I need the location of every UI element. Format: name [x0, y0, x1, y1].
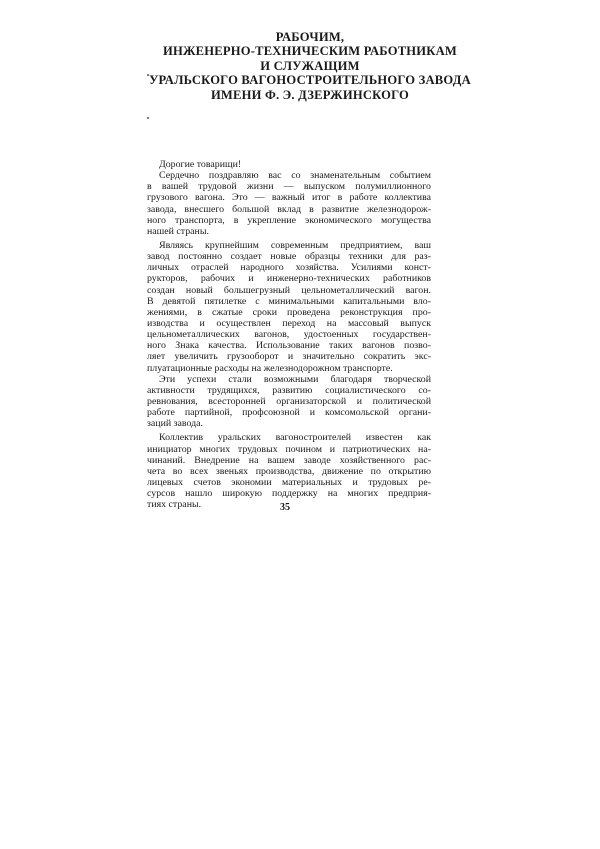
- paragraph-4-line: Коллектив уральских вагоностроителей известен как: [159, 432, 431, 444]
- paragraph-4: [147, 432, 431, 510]
- paragraph-2-line: жениями, в сжатые сроки проведена реконструкция про-: [147, 306, 431, 318]
- heading-line-1: РАБОЧИМ,: [275, 30, 345, 44]
- paragraph-3: [147, 374, 431, 430]
- scan-speck: [147, 74, 149, 76]
- paragraph-1-line: грузового вагона. Это — важный итог в работе коллектива: [147, 192, 431, 204]
- paragraph-3-line: заций завода.: [147, 418, 204, 430]
- paragraph-2-line: цельнометаллических вагонов, удостоенных государствен-: [147, 329, 431, 341]
- paragraph-1-line: нашей страны.: [147, 225, 209, 237]
- paragraph-2-line: создан новый большегрузный цельнометаллический вагон.: [147, 284, 431, 296]
- paragraph-2: [147, 240, 431, 374]
- heading-line-5: ИМЕНИ Ф. Э. ДЗЕРЖИНСКОГО: [210, 87, 410, 102]
- paragraph-3-line: ревнования, всесторонней организаторской и политической: [147, 395, 431, 407]
- paragraph-2-line: ляет увеличить грузооборот и значительно сократить экс-: [147, 351, 431, 363]
- paragraph-4-line: чинаний. Внедрение на вашем заводе хозяйственного рас-: [147, 454, 431, 466]
- heading-line-2: ИНЖЕНЕРНО-ТЕХНИЧЕСКИМ РАБОТНИКАМ: [162, 44, 458, 59]
- paragraph-4-line: инициатор многих трудовых почином и патриотических на-: [147, 443, 431, 455]
- paragraph-1: [147, 170, 431, 237]
- paragraph-2-line: завод постоянно создает новые образцы техники для раз-: [147, 251, 431, 263]
- paragraph-2-line: рукторов, рабочих и инженерно-технических работников: [147, 273, 431, 285]
- paragraph-3-line: активности трудящихся, развитию социалистического со-: [147, 384, 431, 396]
- paragraph-3-line: Эти успехи стали возможными благодаря творческой: [159, 373, 431, 385]
- scan-speck: [147, 117, 149, 119]
- heading-line-3: И СЛУЖАЩИМ: [260, 58, 360, 73]
- paragraph-1-line: Сердечно поздравляю вас со знаменательным событием: [159, 170, 431, 182]
- greeting: Дорогие товарищи!: [159, 159, 242, 170]
- paragraph-4-line: чета во всех звеньях производства, движение по открытию: [147, 465, 431, 477]
- paragraph-2-line: Являясь крупнейшим современным предприятием, ваш: [159, 239, 431, 251]
- letter-heading: [130, 30, 490, 102]
- page-number: 35: [280, 502, 290, 513]
- paragraph-4-line: тиях страны.: [147, 499, 202, 511]
- paragraph-1-line: в вашей трудовой жизни — выпуском полумиллионного: [147, 181, 431, 193]
- paragraph-3-line: работе партийной, профсоюзной и комсомольской органи-: [147, 407, 431, 419]
- paragraph-4-line: лицевых счетов экономии материальных и трудовых ре-: [147, 476, 431, 488]
- paragraph-2-line: В девятой пятилетке с минимальными капитальными вло-: [147, 295, 431, 307]
- paragraph-4-line: сурсов нашло широкую поддержку на многих предприя-: [147, 488, 431, 500]
- paragraph-2-line: личных отраслей народного хозяйства. Усилиями конст-: [147, 262, 431, 274]
- paragraph-2-line: плуатационные расходы на железнодорожном транспорте.: [147, 362, 393, 374]
- paragraph-1-line: ного транспорта, в укрепление экономического могущества: [147, 214, 431, 226]
- heading-line-4: УРАЛЬСКОГО ВАГОНОСТРОИТЕЛЬНОГО ЗАВОДА: [149, 73, 471, 88]
- paragraph-1-line: завода, внесшего большой вклад в развитие железнодорож-: [147, 203, 431, 215]
- letter-body: [147, 159, 431, 510]
- paragraph-2-line: ного Знака качества. Использование таких вагонов позво-: [147, 340, 431, 352]
- paragraph-2-line: изводства и осуществлен переход на массовый выпуск: [147, 317, 431, 329]
